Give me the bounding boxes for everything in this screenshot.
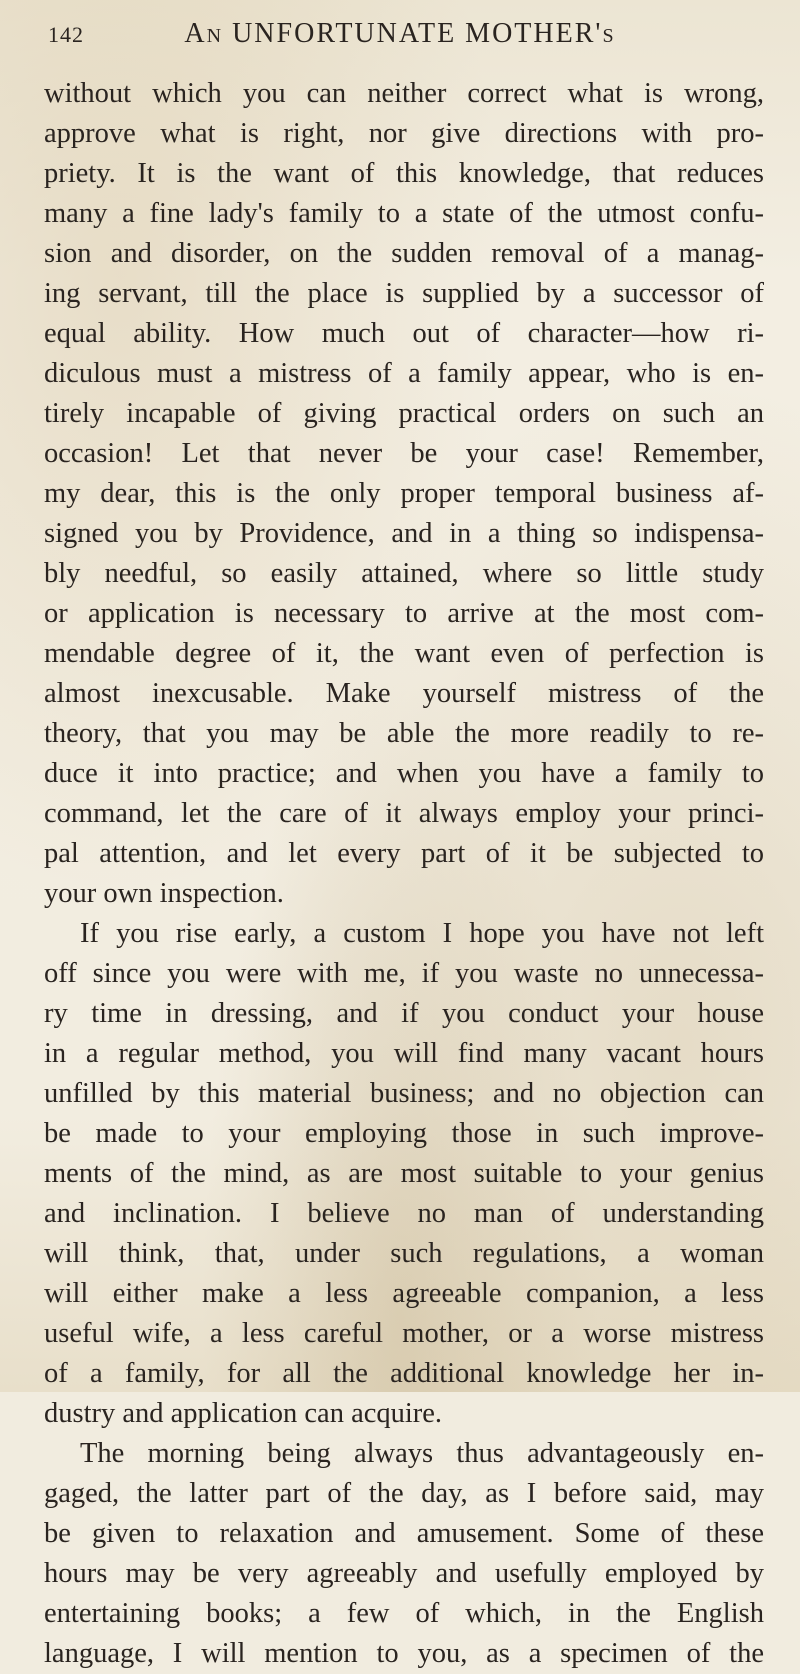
text-line: hours may be very agreeably and usefully employed by [44, 1558, 764, 1589]
text-line: bly needful, so easily attained, where so little study [44, 558, 764, 589]
text-line: sion and disorder, on the sudden removal of a manag- [44, 238, 764, 269]
text-line: without which you can neither correct what is wrong, [44, 78, 764, 109]
running-head: An UNFORTUNATE MOTHER's [184, 18, 616, 49]
text-line: off since you were with me, if you waste no unnecessa- [44, 958, 764, 989]
text-line: my dear, this is the only proper temporal business af- [44, 478, 764, 509]
text-line: approve what is right, nor give directions with pro- [44, 118, 764, 149]
text-line: in a regular method, you will find many vacant hours [44, 1038, 764, 1069]
paragraph-start-line: The morning being always thus advantageously en- [80, 1438, 764, 1469]
text-line: and inclination. I believe no man of understanding [44, 1198, 764, 1229]
text-line: of a family, for all the additional knowledge her in- [44, 1358, 764, 1389]
body-text [44, 74, 764, 1674]
text-line: duce it into practice; and when you have a family to [44, 758, 764, 789]
page-number: 142 [48, 22, 84, 47]
text-line: tirely incapable of giving practical orders on such an [44, 398, 764, 429]
text-line: command, let the care of it always employ your princi- [44, 798, 764, 829]
text-line: priety. It is the want of this knowledge, that reduces [44, 158, 764, 189]
text-line: pal attention, and let every part of it be subjected to [44, 838, 764, 869]
text-line: ing servant, till the place is supplied by a successor of [44, 278, 764, 309]
text-line: mendable degree of it, the want even of perfection is [44, 638, 764, 669]
text-line: ments of the mind, as are most suitable to your genius [44, 1158, 764, 1189]
text-line: or application is necessary to arrive at the most com- [44, 598, 764, 629]
text-line: entertaining books; a few of which, in the English [44, 1598, 764, 1629]
text-line: signed you by Providence, and in a thing so indispensa- [44, 518, 764, 549]
text-line: will either make a less agreeable companion, a less [44, 1278, 764, 1309]
text-line: equal ability. How much out of character—how ri- [44, 318, 764, 349]
text-line: dustry and application can acquire. [44, 1398, 443, 1429]
text-line: unfilled by this material business; and no objection can [44, 1078, 764, 1109]
text-line: theory, that you may be able the more readily to re- [44, 718, 764, 749]
text-line: almost inexcusable. Make yourself mistress of the [44, 678, 764, 709]
text-line: ry time in dressing, and if you conduct your house [44, 998, 764, 1029]
text-line: your own inspection. [44, 878, 284, 909]
text-line: many a fine lady's family to a state of the utmost confu- [44, 198, 764, 229]
text-line: gaged, the latter part of the day, as I before said, may [44, 1478, 764, 1509]
text-line: occasion! Let that never be your case! Remember, [44, 438, 764, 469]
page-header [40, 18, 760, 54]
text-line: language, I will mention to you, as a specimen of the [44, 1638, 764, 1669]
text-line: diculous must a mistress of a family appear, who is en- [44, 358, 764, 389]
text-line: be made to your employing those in such improve- [44, 1118, 764, 1149]
text-line: will think, that, under such regulations, a woman [44, 1238, 764, 1269]
text-line: useful wife, a less careful mother, or a worse mistress [44, 1318, 764, 1349]
paragraph-start-line: If you rise early, a custom I hope you have not left [80, 918, 764, 949]
text-line: be given to relaxation and amusement. Some of these [44, 1518, 764, 1549]
